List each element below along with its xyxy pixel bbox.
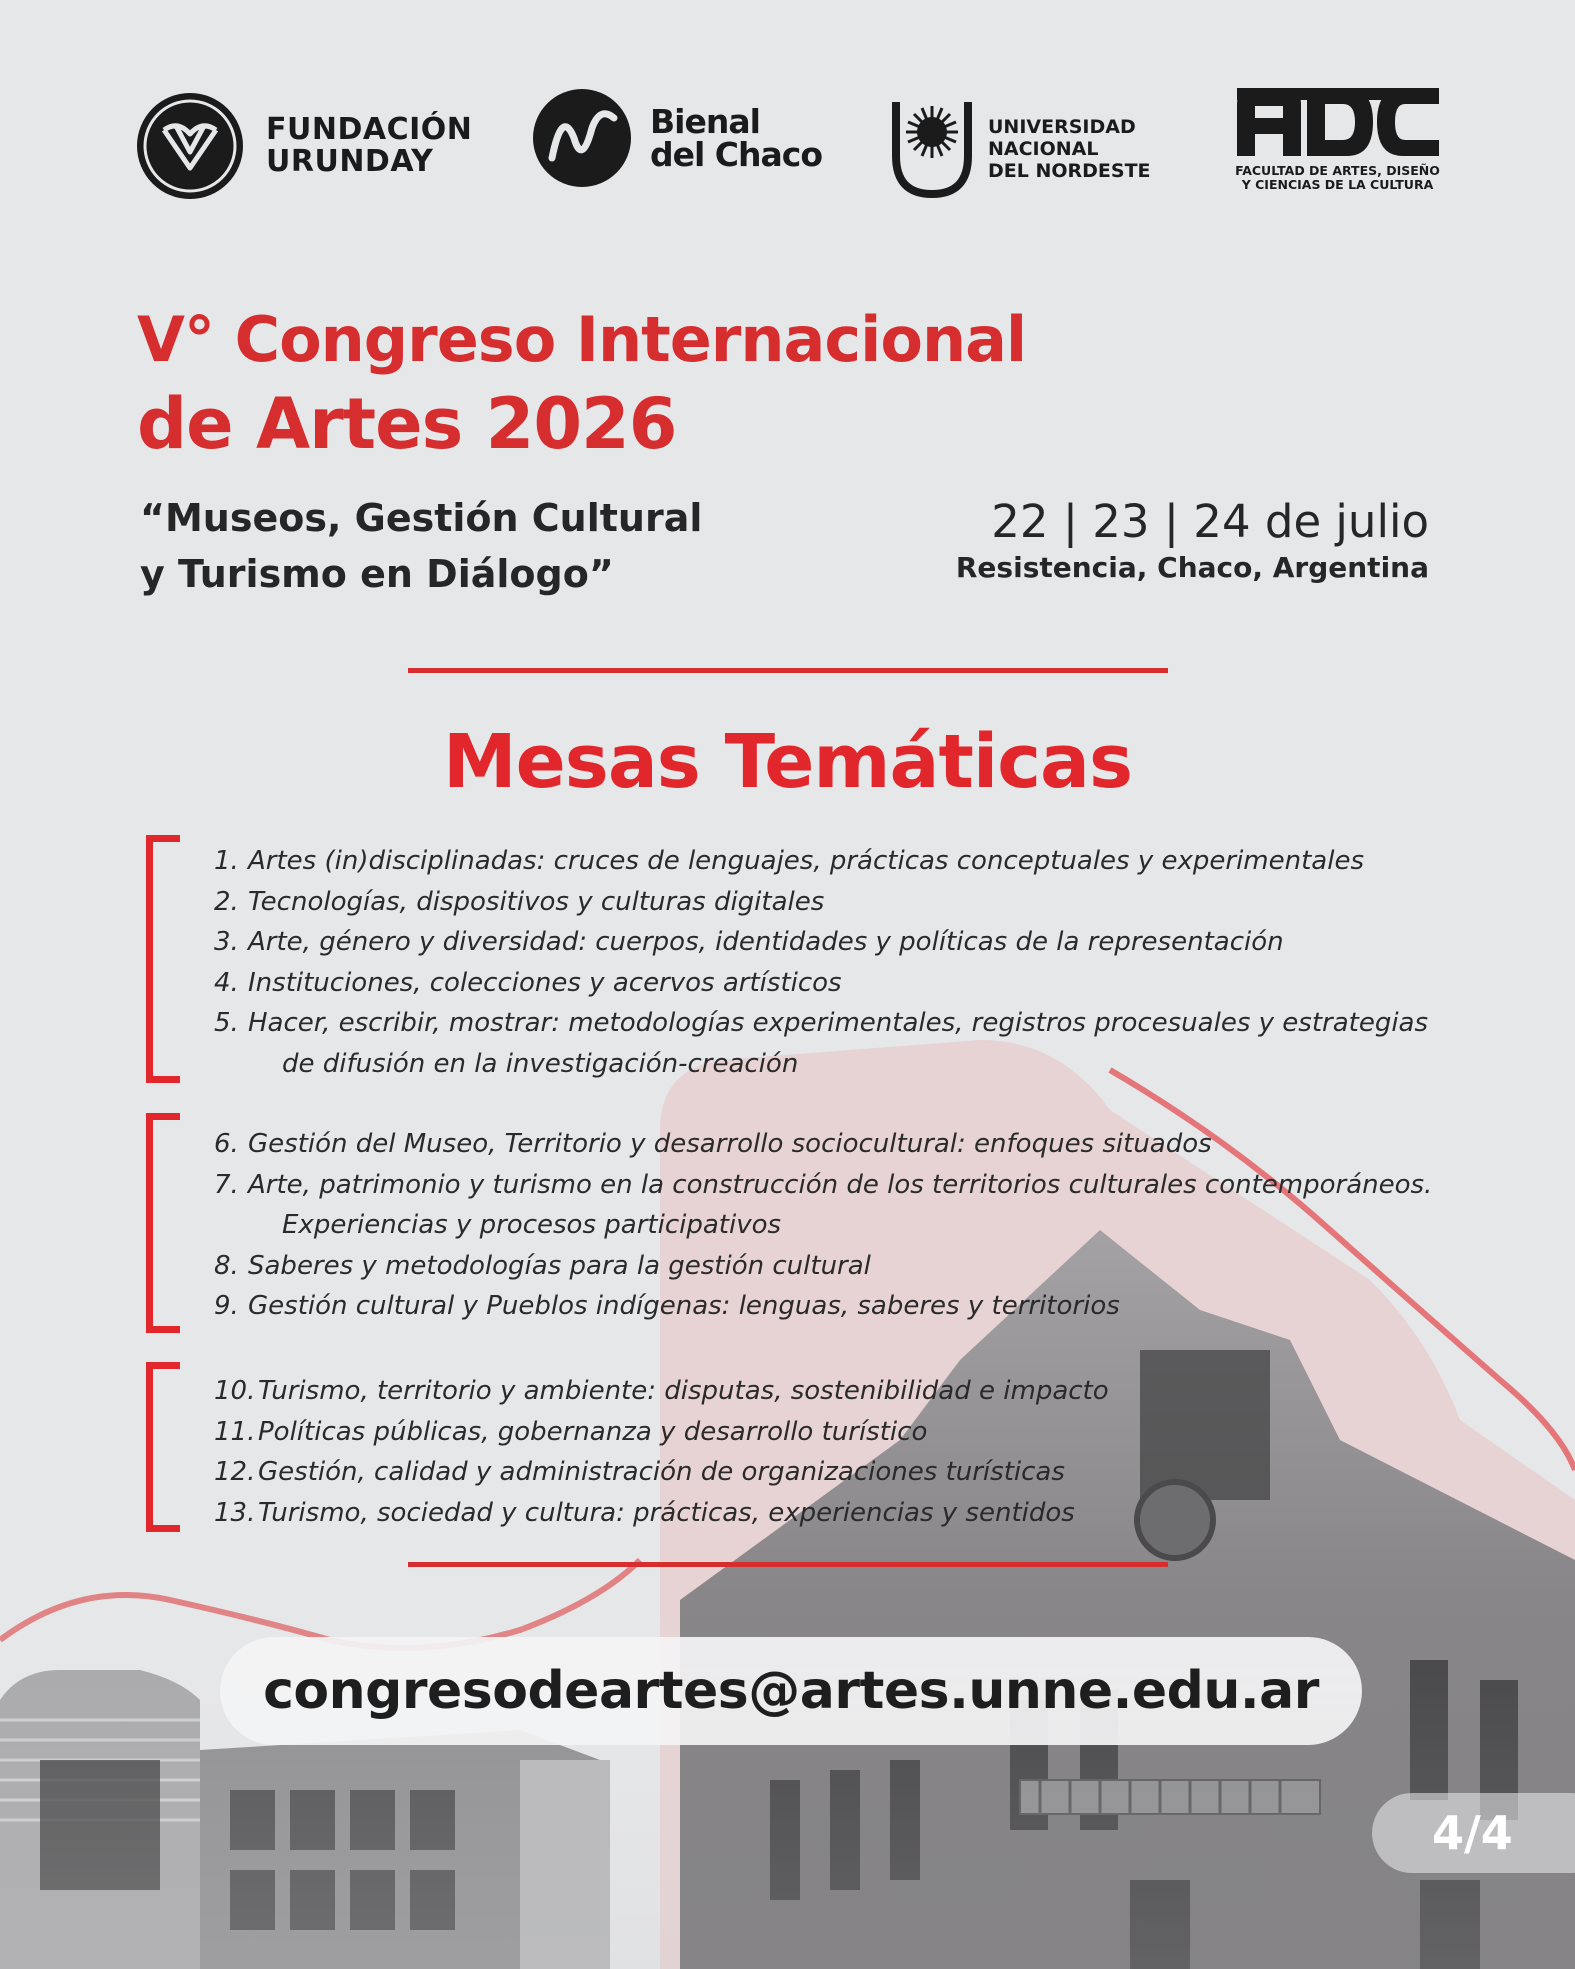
congress-title-line1: V° Congreso Internacional [137,303,1027,376]
logo-facultad-de-artes [1230,86,1445,192]
divider-top [408,668,1168,673]
topic-group-arts [146,835,1486,1083]
facultad-line1: FACULTAD DE ARTES, DISEÑO [1235,163,1440,178]
adc-wordmark-logo [1233,86,1443,158]
page-counter [1372,1793,1575,1873]
urunday-line1: FUNDACIÓN [266,112,473,147]
congress-title [137,298,1026,466]
topic-item: 7. Arte, patrimonio y turismo en la construcción de los territorios culturales contemporáneos. Experiencias y procesos participativos [214,1169,1433,1240]
urunday-line2: URUNDAY [266,144,434,179]
topic-item: 8. Saberes y metodologías para la gestión cultural [214,1250,871,1281]
topic-item: 5. Hacer, escribir, mostrar: metodologías experimentales, registros procesuales y estrategias de difusión en la investigación-creación [214,1008,1429,1079]
topic-item: 4. Instituciones, colecciones y acervos artísticos [214,967,842,998]
logo-fundacion-urunday [134,90,472,202]
facultad-line2: Y CIENCIAS DE LA CULTURA [1241,177,1434,192]
divider-bottom [408,1562,1168,1567]
topic-group-tourism [146,1362,1486,1532]
unne-line2: NACIONAL [988,138,1099,160]
contact-email[interactable]: congresodeartes@artes.unne.edu.ar [263,1661,1319,1721]
event-dates: 22 | 23 | 24 de julio [991,495,1429,548]
logo-bienal-del-chaco [532,88,822,188]
topic-item: 6. Gestión del Museo, Territorio y desarrollo sociocultural: enfoques situados [214,1129,1212,1159]
email-contact-pill[interactable] [220,1637,1362,1745]
bracket-decoration [146,1362,180,1532]
bienal-emblem-icon [532,88,632,188]
topic-item: 13. Turismo, sociedad y cultura: prácticas, experiencias y sentidos [214,1497,1075,1528]
bracket-decoration [146,835,180,1083]
topic-item: 10. Turismo, territorio y ambiente: disputas, sostenibilidad e impacto [214,1376,1109,1406]
congress-title-line2: de Artes 2026 [137,383,677,465]
page-counter-text: 4/4 [1432,1806,1513,1860]
logo-universidad-nacional-del-nordeste [890,98,1151,200]
unne-line1: UNIVERSIDAD [988,116,1136,138]
urunday-emblem-icon [134,90,246,202]
topic-list [146,1362,1486,1533]
topic-list [146,1113,1486,1327]
subtitle-line1: “Museos, Gestión Cultural [140,496,703,540]
subtitle-line2: y Turismo en Diálogo” [140,552,614,596]
bienal-line2: del Chaco [650,135,823,174]
unne-sun-icon [890,98,974,200]
topic-item: 1. Artes (in)disciplinadas: cruces de lenguajes, prácticas conceptuales y experimentales [214,846,1364,876]
topic-item: 2. Tecnologías, dispositivos y culturas digitales [214,886,825,917]
unne-line3: DEL NORDESTE [988,160,1151,182]
bracket-decoration [146,1113,180,1333]
event-location: Resistencia, Chaco, Argentina [955,551,1429,584]
topic-item: 3. Arte, género y diversidad: cuerpos, identidades y políticas de la representación [214,927,1284,957]
topic-list [146,835,1486,1084]
topic-item: 9. Gestión cultural y Pueblos indígenas: lenguas, saberes y territorios [214,1291,1120,1321]
topic-item: 11. Políticas públicas, gobernanza y desarrollo turístico [214,1416,928,1447]
topic-group-cultural-management [146,1113,1486,1333]
bienal-line1: Bienal [650,102,760,141]
section-title: Mesas Temáticas [442,719,1133,805]
topic-item: 12. Gestión, calidad y administración de organizaciones turísticas [214,1457,1065,1487]
congress-subtitle [140,490,702,602]
